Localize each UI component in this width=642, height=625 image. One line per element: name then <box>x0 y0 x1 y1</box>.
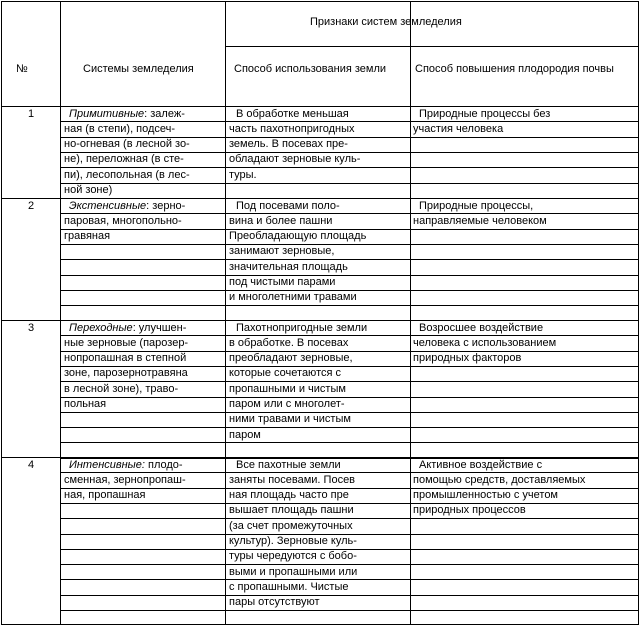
land-use-line: туры. <box>229 168 257 181</box>
row-number: 1 <box>28 107 35 120</box>
grid-horizontal-line <box>60 275 639 276</box>
grid-horizontal-line <box>60 595 639 596</box>
grid-horizontal-line <box>60 259 639 260</box>
system-first-line <box>69 458 183 473</box>
fertility-line: человека с использованием <box>413 336 557 349</box>
row-number: 2 <box>28 199 35 212</box>
land-use-line: паром <box>229 428 261 441</box>
fertility-line: помощью средств, доставляемых <box>413 473 586 486</box>
row-number: 4 <box>28 458 35 471</box>
system-first-line <box>69 199 185 214</box>
system-desc-line: нопропашная в степной <box>64 352 187 365</box>
land-use-line: и многолетними травами <box>229 291 357 304</box>
system-name: Переходные <box>69 321 133 334</box>
land-use-line: преобладают зерновые, <box>229 352 353 365</box>
grid-vertical-line <box>1 1 2 624</box>
row-number: 3 <box>28 321 35 334</box>
land-use-line: которые сочетаются с <box>229 367 341 380</box>
land-use-line: под чистыми парами <box>229 276 336 288</box>
system-desc-line: паровая, многопольно- <box>64 214 182 227</box>
system-desc-line: ной зоне) <box>64 184 113 196</box>
system-desc-line: пи), лесопольная (в лес- <box>64 168 190 181</box>
land-use-line: Преобладающую площадь <box>229 230 367 243</box>
header-systems: Системы земледелия <box>83 63 194 75</box>
system-name: Примитивные <box>69 107 145 120</box>
land-use-line: выми и пропашными или <box>229 565 358 578</box>
system-desc-line: ная (в степи), подсеч- <box>64 122 176 135</box>
grid-horizontal-line <box>60 442 639 443</box>
grid-horizontal-line <box>60 610 639 611</box>
land-use-line: культур). Зерновые куль- <box>229 535 357 547</box>
land-use-line: вина и более пашни <box>229 214 333 227</box>
land-use-line: с пропашными. Чистые <box>229 580 349 593</box>
system-first-line <box>69 321 186 336</box>
land-use-line: в обработке. В посевах <box>229 336 349 349</box>
grid-vertical-line <box>60 1 61 624</box>
grid-horizontal-line <box>225 46 639 47</box>
header-fertility: Способ повышения плодородия почвы <box>415 63 614 75</box>
system-desc-line: в лесной зоне), траво- <box>64 382 179 395</box>
land-use-line: заняты посевами. Посев <box>229 473 356 486</box>
system-desc-line: ная, пропашная <box>64 489 146 502</box>
fertility-line: Природные процессы, <box>419 199 534 212</box>
system-desc-line: но-огневая (в лесной зо- <box>64 138 190 151</box>
fertility-line: участия человека <box>413 122 504 135</box>
system-name: Интенсивные: <box>69 458 145 471</box>
land-use-line: паром или с многолет- <box>229 398 345 410</box>
grid-horizontal-line <box>60 244 639 245</box>
land-use-line: ная площадь часто пре <box>229 489 349 502</box>
fertility-line: промышленностью с учетом <box>413 489 558 502</box>
fertility-line: природных факторов <box>413 352 522 365</box>
header-land-use: Способ использования земли <box>234 63 387 75</box>
land-use-line: пропашными и чистым <box>229 382 346 395</box>
system-desc-line: зоне, парозернотравяна <box>64 367 188 380</box>
fertility-line: природных процессов <box>413 504 526 517</box>
system-name: Экстенсивные <box>69 199 147 212</box>
header-number: № <box>16 63 28 75</box>
grid-vertical-line <box>225 1 226 624</box>
land-use-line: занимают зерновые, <box>229 245 335 258</box>
grid-vertical-line <box>410 1 411 624</box>
system-desc-line: гравяная <box>64 230 111 243</box>
land-use-line: часть пахотнопригодных <box>229 122 355 135</box>
system-desc: : залеж- <box>144 107 185 120</box>
system-desc: : зерно- <box>146 199 186 212</box>
system-desc-line: сменная, зернопропаш- <box>64 473 186 486</box>
system-desc: плодо- <box>144 458 183 471</box>
land-use-line: обладают зерновые куль- <box>229 153 361 166</box>
fertility-line: Активное воздействие с <box>419 458 543 471</box>
grid-horizontal-line <box>60 183 639 184</box>
header-group-title: Признаки систем земледелия <box>310 16 462 28</box>
land-use-line: (за счет промежуточных <box>229 519 353 532</box>
fertility-line: направляемые человеком <box>413 214 547 227</box>
land-use-line: значительная площадь <box>229 260 348 273</box>
land-use-line: ними травами и чистым <box>229 413 351 426</box>
land-use-line: Пахотнопригодные земли <box>236 321 368 334</box>
system-desc-line: не), переложная (в сте- <box>64 153 184 166</box>
land-use-line: туры чередуются с бобо- <box>229 550 357 563</box>
grid-horizontal-line <box>1 1 639 2</box>
system-first-line <box>69 107 185 122</box>
fertility-line: Возросшее воздействие <box>419 321 544 334</box>
land-use-line: В обработке меньшая <box>236 107 349 120</box>
land-use-line: пары отсутствуют <box>229 596 320 609</box>
system-desc: : улучшен- <box>132 321 187 334</box>
land-use-line: Все пахотные земли <box>236 458 341 471</box>
land-use-line: земель. В посевах пре- <box>229 138 348 151</box>
grid-vertical-line <box>638 1 639 624</box>
system-desc-line: ные зерновые (парозер- <box>64 336 189 349</box>
land-use-line: Под посевами поло- <box>236 199 340 212</box>
system-desc-line: польная <box>64 398 107 410</box>
grid-horizontal-line <box>60 397 639 398</box>
fertility-line: Природные процессы без <box>419 107 551 120</box>
land-use-line: вышает площадь пашни <box>229 504 354 517</box>
